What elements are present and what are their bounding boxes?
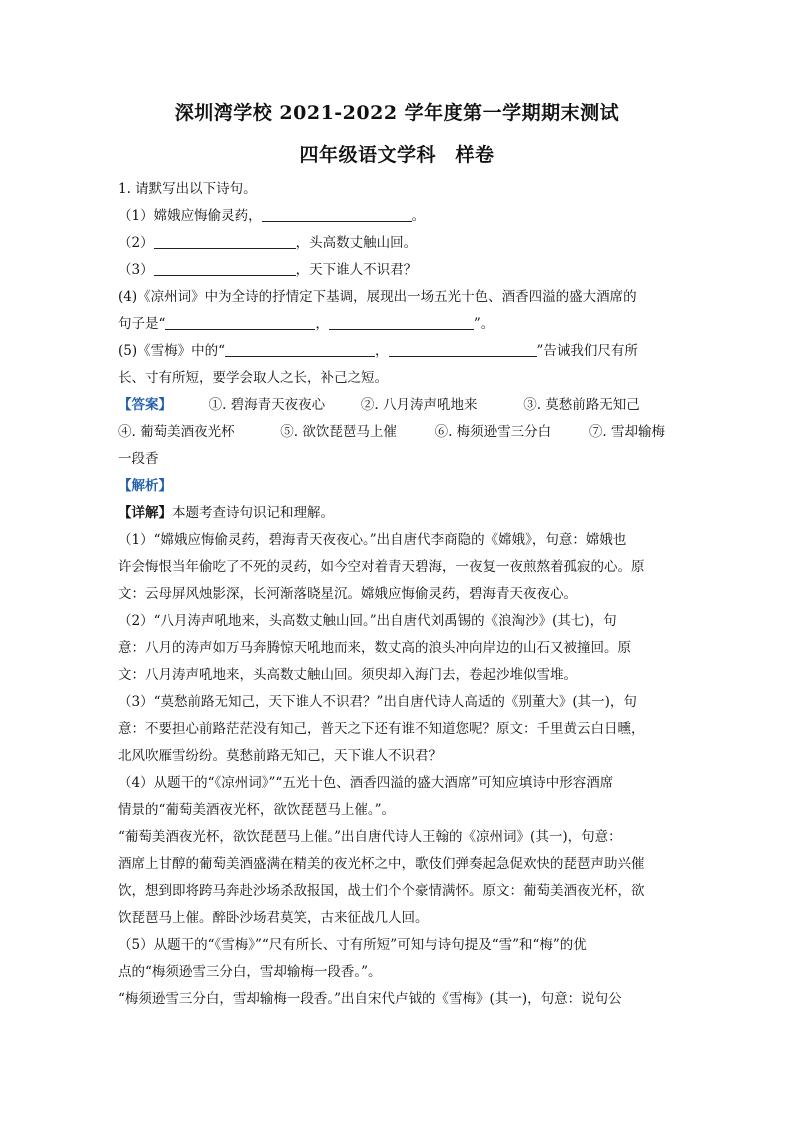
answer-blank	[329, 313, 474, 330]
analysis-p2-line: 文：八月涛声吼地来，头高数丈触山回。须臾却入海门去，卷起沙堆似雪堆。	[118, 667, 577, 683]
analysis-p4b-line: 饮，想到即将跨马奔赴沙场杀敌报国，战士们个个豪情满怀。原文：葡萄美酒夜光杯，欲	[118, 883, 645, 899]
analysis-p5b-line: “梅须逊雪三分白，雪却输梅一段香。”出自宋代卢钺的《雪梅》(其一)，句意：说句公	[118, 991, 622, 1007]
answer-row-1	[118, 392, 678, 419]
answer-item: ④. 葡萄美酒夜光杯	[118, 424, 235, 440]
q2-prefix: （2）	[118, 235, 154, 251]
q4-mid: ，	[315, 316, 329, 332]
q4-prefix: 句子是“	[118, 316, 166, 332]
answer-blank	[225, 340, 375, 357]
q5-suffix: ”告诫我们尺有所	[536, 343, 638, 359]
analysis-p4-line: （4）从题干的“《凉州词》”“五光十色、酒香四溢的盛大酒席”可知应填诗中形容酒席	[118, 775, 614, 791]
q1-prefix: （1）嫦娥应悔偷灵药，	[118, 208, 262, 224]
detail-line	[118, 500, 678, 527]
analysis-p2-line: 意：八月的涛声如万马奔腾惊天吼地而来，数丈高的浪头冲向岸边的山石又被撞回。原	[118, 640, 631, 656]
answer-blank	[154, 259, 296, 276]
q5-prefix: (5)《雪梅》中的“	[118, 343, 226, 359]
analysis-p3-line: （3）“莫愁前路无知己，天下谁人不识君？”出自唐代诗人高适的《别董大》(其一)，句	[118, 694, 637, 710]
analysis-p1-line: （1）“嫦娥应悔偷灵药，碧海青天夜夜心。”出自唐代李商隐的《嫦娥》，句意：嫦娥也	[118, 532, 627, 548]
question-item-5-line1	[118, 338, 678, 365]
question-item-3	[118, 257, 678, 284]
analysis-p3-line: 北风吹雁雪纷纷。莫愁前路无知己，天下谁人不识君？	[118, 748, 442, 764]
answer-item: ⑤. 欲饮琵琶马上催	[280, 424, 397, 440]
answer-item: ③. 莫愁前路无知己	[523, 397, 640, 413]
question-item-1	[118, 203, 678, 230]
q3-suffix: ，天下谁人不识君？	[295, 262, 418, 278]
answer-item: ①. 碧海青天夜夜心	[208, 397, 326, 413]
answer-blank	[262, 205, 412, 222]
document-title: 深圳湾学校 2021-2022 学年度第一学期期末测试	[174, 102, 620, 124]
analysis-p4b-line: “葡萄美酒夜光杯，欲饮琵琶马上催。”出自唐代诗人王翰的《凉州词》(其一)，句意：	[118, 829, 622, 845]
q1-suffix: 。	[411, 208, 426, 224]
analysis-p4b-line: 酒席上甘醇的葡萄美酒盛满在精美的夜光杯之中，歌伎们弹奏起急促欢快的琵琶声助兴催	[118, 856, 645, 872]
question-item-5-line2: 长、寸有所短，要学会取人之长，补己之短。	[118, 370, 388, 386]
answer-wrap: 一段香	[118, 451, 159, 467]
detail-text: 本题考查诗句识记和理解。	[172, 505, 334, 521]
answer-label: 【答案】	[118, 397, 172, 413]
q5-mid: ，	[375, 343, 389, 359]
answer-item: ⑥. 梅须逊雪三分白	[434, 424, 552, 440]
question-item-2	[118, 230, 678, 257]
analysis-p4-line: 情景的“葡萄美酒夜光杯，欲饮琵琶马上催。”。	[118, 802, 396, 818]
analysis-p4b-line: 饮琵琶马上催。醉卧沙场君莫笑，古来征战几人回。	[118, 910, 429, 926]
detail-label: 【详解】	[118, 505, 172, 521]
question-content	[118, 176, 678, 1013]
analysis-label: 【解析】	[118, 478, 172, 494]
analysis-p1-line: 文：云母屏风烛影深，长河渐落晓星沉。嫦娥应悔偷灵药，碧海青天夜夜心。	[118, 586, 577, 602]
q3-prefix: （3）	[118, 262, 154, 278]
answer-blank	[389, 340, 537, 357]
question-item-4-line2	[118, 311, 678, 338]
question-item-4-line1: (4)《凉州词》中为全诗的抒情定下基调，展现出一场五光十色、酒香四溢的盛大酒席的	[118, 289, 637, 305]
answer-blank	[154, 232, 296, 249]
answer-blank	[165, 313, 315, 330]
analysis-p5-line: 点的“梅须逊雪三分白，雪却输梅一段香。”。	[118, 964, 382, 980]
answer-row-2	[118, 419, 678, 446]
answer-item: ⑦. 雪却输梅	[588, 424, 665, 440]
analysis-p5-line: （5）从题干的“《雪梅》”“尺有所长、寸有所短”可知与诗句提及“雪”和“梅”的优	[118, 937, 587, 953]
q4-suffix: ”。	[473, 316, 495, 332]
analysis-p2-line: （2）“八月涛声吼地来，头高数丈触山回。”出自唐代刘禹锡的《浪淘沙》(其七)，句	[118, 613, 617, 629]
analysis-p1-line: 许会悔恨当年偷吃了不死的灵药，如今空对着青天碧海，一夜复一夜煎熬着孤寂的心。原	[118, 559, 645, 575]
q2-suffix: ，头高数丈触山回。	[295, 235, 418, 251]
answer-item: ②. 八月涛声吼地来	[360, 397, 478, 413]
analysis-p3-line: 意：不要担心前路茫茫没有知己，普天之下还有谁不知道您呢？原文：千里黄云白日曛，	[118, 721, 645, 737]
question-stem: 1. 请默写出以下诗句。	[118, 181, 257, 197]
document-subtitle: 四年级语文学科 样卷	[299, 144, 495, 166]
